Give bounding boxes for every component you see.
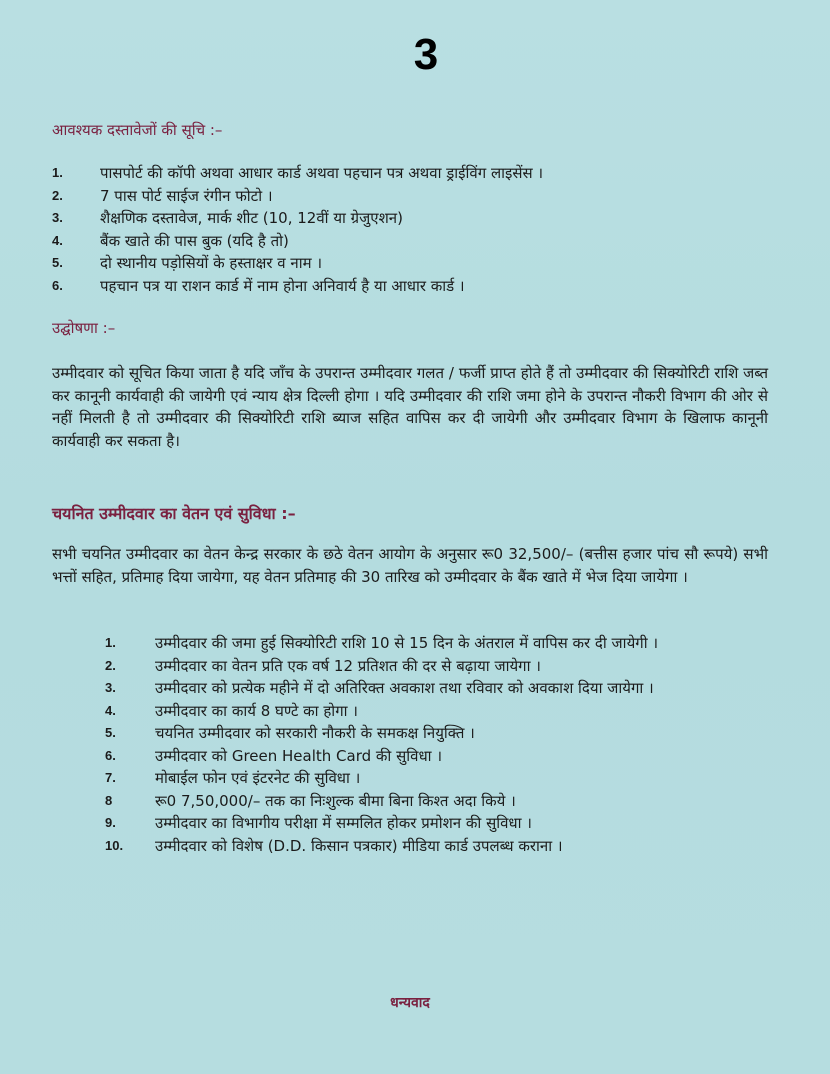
list-item-number: 6. bbox=[105, 747, 116, 763]
list-item bbox=[105, 812, 770, 835]
list-item-text: पहचान पत्र या राशन कार्ड में नाम होना अनिवार्य है या आधार कार्ड । bbox=[100, 276, 465, 295]
list-item-text: उम्मीदवार को Green Health Card की सुविधा । bbox=[155, 746, 443, 765]
list-item-number: 2. bbox=[105, 657, 116, 673]
list-item-text: उम्मीदवार का वेतन प्रति एक वर्ष 12 प्रतिशत की दर से बढ़ाया जायेगा । bbox=[155, 656, 541, 675]
list-item-text: मोबाईल फोन एवं इंटरनेट की सुविधा । bbox=[155, 769, 361, 787]
list-item-number: 6. bbox=[52, 277, 63, 293]
list-item-text: बैंक खाते की पास बुक (यदि है तो) bbox=[100, 231, 289, 250]
list-item bbox=[105, 632, 770, 655]
list-item-number: 7. bbox=[105, 770, 116, 785]
list-item bbox=[52, 275, 792, 298]
list-item-text: रू0 7,50,000/– तक का निःशुल्क बीमा बिना किश्त अदा किये । bbox=[155, 791, 516, 810]
list-item bbox=[52, 162, 792, 185]
list-item-text: उम्मीदवार की जमा हुई सिक्योरिटी राशि 10 से 15 दिन के अंतराल में वापिस कर दी जायेगी । bbox=[155, 634, 659, 652]
salary-heading: चयनित उम्मीदवार का वेतन एवं सुविधा :– bbox=[52, 504, 296, 523]
list-item bbox=[105, 655, 770, 678]
declaration-paragraph: उम्मीदवार को सूचित किया जाता है यदि जाँच के उपरान्त उम्मीदवार गलत / फर्जी प्राप्त होते हैं तो उम्मीदवार की सिक्योरिटी राशि जब्त कर कानूनी कार्यवाही की जायेगी एवं न्याय क्षेत्र दिल्ली होगा । यदि उम्मीदवार की राशि जमा होने के उपरान्त नौकरी विभाग की ओर से नहीं मिलती है तो उम्मीदवार की सिक्योरिटी राशि ब्याज सहित वापिस कर दी जायेगी और उम्मीदवार विभाग के खिलाफ कानूनी कार्यवाही कर सकता है। bbox=[52, 364, 768, 450]
list-item-number: 10. bbox=[105, 837, 124, 853]
list-item bbox=[52, 185, 792, 208]
list-item-text: पासपोर्ट की कॉपी अथवा आधार कार्ड अथवा पहचान पत्र अथवा ड्राईविंग लाइसेंस । bbox=[100, 164, 544, 182]
list-item-text: चयनित उम्मीदवार को सरकारी नौकरी के समकक्ष नियुक्ति । bbox=[155, 724, 475, 742]
page-number: 3 bbox=[413, 30, 439, 79]
list-item-number: 4. bbox=[105, 702, 116, 718]
list-item bbox=[52, 252, 792, 275]
documents-list bbox=[52, 162, 792, 297]
footer-thanks: धन्यवाद bbox=[390, 995, 430, 1011]
list-item-text: उम्मीदवार को प्रत्येक महीने में दो अतिरिक्त अवकाश तथा रविवार को अवकाश दिया जायेगा । bbox=[155, 679, 654, 697]
list-item-number: 4. bbox=[52, 232, 63, 248]
list-item-number: 3. bbox=[52, 210, 63, 225]
list-item bbox=[105, 790, 770, 813]
list-item-text: दो स्थानीय पड़ोसियों के हस्ताक्षर व नाम । bbox=[100, 254, 323, 272]
declaration-heading: उद्घोषणा :– bbox=[52, 319, 116, 337]
list-item-text: उम्मीदवार को विशेष (D.D. किसान पत्रकार) मीडिया कार्ड उपलब्ध कराना । bbox=[155, 836, 563, 855]
list-item-text: शैक्षणिक दस्तावेज, मार्क शीट (10, 12वीं या ग्रेजुएशन) bbox=[100, 209, 403, 227]
list-item bbox=[105, 745, 770, 768]
list-item bbox=[105, 700, 770, 723]
list-item-number: 5. bbox=[105, 725, 116, 740]
list-item bbox=[105, 722, 770, 745]
list-item-number: 2. bbox=[52, 187, 63, 203]
list-item bbox=[52, 230, 792, 253]
list-item bbox=[52, 207, 792, 230]
list-item bbox=[105, 677, 770, 700]
list-item-text: उम्मीदवार का विभागीय परीक्षा में सम्मलित होकर प्रमोशन की सुविधा । bbox=[155, 814, 532, 832]
list-item-number: 3. bbox=[105, 680, 116, 695]
salary-paragraph: सभी चयनित उम्मीदवार का वेतन केन्द्र सरकार के छठे वेतन आयोग के अनुसार रू0 32,500/– (बत्तीस हजार पांच सौ रूपये) सभी भत्तों सहित, प्रतिमाह दिया जायेगा, यह वेतन प्रतिमाह की 30 तारिख को उम्मीदवार के बैंक खाते में भेज दिया जायेगा । bbox=[52, 545, 768, 586]
list-item bbox=[105, 767, 770, 790]
list-item-number: 1. bbox=[105, 635, 116, 650]
list-item-number: 9. bbox=[105, 815, 116, 830]
facilities-list bbox=[105, 632, 770, 857]
list-item-number: 5. bbox=[52, 255, 63, 270]
list-item-number: 8 bbox=[105, 792, 113, 808]
list-item bbox=[105, 835, 770, 858]
documents-heading: आवश्यक दस्तावेजों की सूचि :– bbox=[52, 121, 223, 139]
list-item-text: 7 पास पोर्ट साईज रंगीन फोटो । bbox=[100, 186, 273, 205]
list-item-number: 1. bbox=[52, 165, 63, 180]
list-item-text: उम्मीदवार का कार्य 8 घण्टे का होगा । bbox=[155, 701, 358, 720]
